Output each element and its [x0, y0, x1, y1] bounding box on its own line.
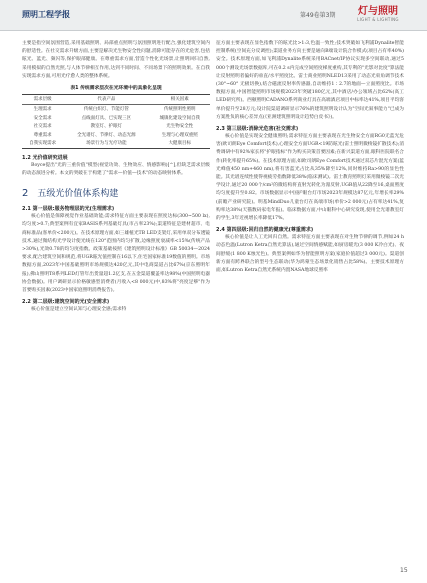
needs-table: [22, 94, 210, 149]
table-row: [22, 139, 210, 148]
table-row: [22, 104, 210, 113]
left-column: [22, 40, 210, 314]
table-cell: 社交需求: [33, 124, 52, 130]
table-cell: 场景行为与光疗功能: [86, 141, 127, 147]
section-heading: 1.2 光价值研究进展: [22, 154, 68, 161]
paragraph: 核心价值是建立空间认知与心理安全感;需求特: [31, 307, 127, 313]
paragraph: 征方面主要表现在显色指数下的眩光比>1:3,色温一致性;技术突破如飞利浦Dynalite智能控制系统(空间充分反调控);渠道业务方向主要是通向B端设计院合作模式(项目占有率40%)安全。技术原理方面,如飞利浦Dynalite系统采用BACnet/IP协议实现多空间联动,通过5 000个测设光场景数据库,可在0.2 s内完成空间照度梯度重构,其专利的"光影对比度"算法能让反射照明者偏好的垂直/水平照度比。雷士商业照明NLED13采用了动态光束角调节技术(30°~60° 无极切换),结合磁流反射率传感器,自动维持1∶2.7的地面—立面照度比。市场数据方面,中国智能照明市场规模2023年突破180亿元,其中酒店/办公领域占比62%(高工LED研究所)。西顿照明CADANO系列商业灯具在高端酒店项目中标率达41%,项目平均客单价提升至28万元;设计院渠道调研显示76%的建筑照明设计认为"空间光叙事能力"已成为方案胜负的核心差异点(《亚洲建筑照明设计趋势白皮书》)。: [216, 41, 404, 120]
table-cell: 教室灯、护眼灯: [90, 124, 123, 130]
table-header-cell: 需求层级: [22, 95, 63, 105]
chapter-number: 2: [22, 188, 29, 200]
paragraph: 核心价值是保障视觉作业基础效能;需求特征方面主要表现在照度达标(300~500 lx),均匀度>0.7;典型案例有宜家BASIS系列基础灯具(市占率23%);渠道特征是建材超市、电商标准品(客单价<200元)。在技术原理方面,如三雄植光TB LED支架灯,采用单双分布透镜技术,通过微结构光学设计使光线在120°范围内均匀扩散,边缘照度衰减率<15%(传统产品>30%),光效0.78的均匀度指数。政策基础按照《建筑照明设计标准》GB 50034—2024要求,配合建筑空间和规范,将UGR眩光值控制在16以下,住宅国家标准19数值的照明。市场数据方面,2023年中国基础照明市场规模达420亿元,其中电商渠道占比67%(京东照明年报),佛山照明T8系列LED灯管年出货量超1.2亿支,在五金渠道覆盖率达98%(中国照明电器协会数据)。用户调研显示价格敏感型消费者(月收入<8 000元)中,83%将"亮度足够"作为首要购买因素(2023中国家庭照明消费报告)。: [22, 214, 210, 293]
chapter-heading: [22, 186, 210, 199]
table-cell: 传统照明性照明: [163, 107, 196, 113]
table-cell: 全光谱灯、节律灯、动态光源: [77, 132, 136, 138]
table-cell: 点线面灯具、已实现三区: [81, 115, 132, 121]
section-heading: 2.2 第二层级:建筑空间的光(安全需求): [22, 299, 110, 306]
table-cell: 光生物安全性: [166, 124, 194, 130]
table-cell: 生理需求: [33, 107, 52, 113]
paragraph: 核心价值是实现安全健康照明;需求特征方面主要表现在光生物安全方面RG0无蓝光危害(欧司朗Eye Comfort技术),心理安全方面UGR<19防眩光(雷士照明微棱镜扩散技术);消费调研中有92%家长将"护眼指标"作为购买决策首要因素;在新兴渠道方面,眼科医院联名合作(转化率提升65%)。在技术原理方面,如欧司朗Eye Comfort技术通过双芯片混光方案(蓝光峰值450 nm+460 nm),将有害蓝光占比从35%降至12%,同时维持Ra>90的显色性能。其光谱连续性使得视疲劳指数降低38%(临床测试)。雷士教育照明灯采用微棱镜二次光学设计,通过20 000个/cm²的微结构将直射光转化为漫反射,UGR值从22降至16,桌面照度均匀度提升至0.82。市场数据显示中国护眼台灯市场2023年规模达87亿元,年增长率29%(前瞻产业研究院)。明基MindDuo儿童台灯在高端市场(单价>2 000元)占有率达41%,复购率达38%(天猫数码家电年报)。临床数据方面,中山眼科中心研究发现,使用全光谱教室灯的学生,3年近视增长率降低17%。: [216, 134, 404, 222]
right-column: [216, 40, 404, 275]
table-cell: 城镇化建设空间自我: [159, 115, 200, 121]
paragraph: 主要是指空间氛围营造,采用基础照明、局部重点照明与氛围照明进行配合,强化建筑空间内的舒适性。在社交需求升级方面,主要是解决光生物安全性问题,消除可能存在的光危害,包括眩光、蓝光、频闪等,保护眼部健康。在尊重需求方面,营造个性化光场景,让照明回归自然,采用模拟的自然光照,与人体节律相互作用,达到不同时间、不同场景下的照明效果。在自我实现需求方面,可用光疗愈人类的整体系统。: [22, 41, 210, 79]
chapter-title: 五级光价值体系构建: [37, 189, 119, 200]
table-cell: 安全需求: [33, 115, 52, 121]
page-header: [0, 0, 427, 31]
issue-label: 第49卷第3期: [300, 12, 336, 19]
table-row: [22, 131, 210, 140]
section-heading: 2.3 第三层级:消除光危害(社交需求): [216, 126, 299, 133]
table-header-cell: 相关因素: [149, 95, 210, 105]
table-row: [22, 122, 210, 131]
table-cell: 大健康目标: [168, 141, 191, 147]
journal-logo: [352, 5, 404, 25]
table-cell: 生理与心理双重照: [161, 132, 198, 138]
logo-mark: 灯与照明: [358, 6, 398, 17]
section-heading: 2.1 第一层级:服务物理层的光(生理需求): [22, 206, 115, 213]
page-number: 15: [400, 567, 408, 574]
table-cell: 自我实现需求: [29, 141, 57, 147]
table-header-row: [22, 95, 210, 105]
table-cell: 传统白炽灯、节能灯管: [83, 107, 129, 113]
logo-subtitle: LIGHT & LIGHTING: [357, 17, 399, 22]
table-cell: 尊重需求: [33, 132, 52, 138]
paragraph: Boyce提出"光的三重价值"模型(视觉功效、生物效应、情感影响)[^],但缺乏需求层级的动态演进分析。本文的突破在于构建了"需求—价值—技术"的动态映射体系。: [22, 162, 210, 176]
paragraph: 核心价值是让人工光回归自然。需求特征方面主要表现在对生物节律的调节,例如24 h动态色温(Lutron Ketra自然光算法),通过空间情感赋能,如厨房暖光(3 000 K冷白光)、夜间舒缓(1 800 K烛光色)。典型案例如华为智能照明方案(家庭价值超过3 000元)。渠道创新方面有跨界联合的型号生态联动(华为鸿蒙生态场景化销售占比58%)。主要技术原理方面,如Lutron Ketra自然光系统内置NASA地球反照率: [216, 235, 404, 274]
table-title: 表1 传统需求层次在光环境中的具象化呈现: [70, 86, 162, 92]
table-row: [22, 113, 210, 122]
section-heading: 2.4 第四层级:回归自然的健康光(尊重需求): [216, 227, 314, 234]
table-header-cell: 代表产品: [63, 95, 149, 105]
journal-name: 照明工程学报: [22, 10, 70, 19]
